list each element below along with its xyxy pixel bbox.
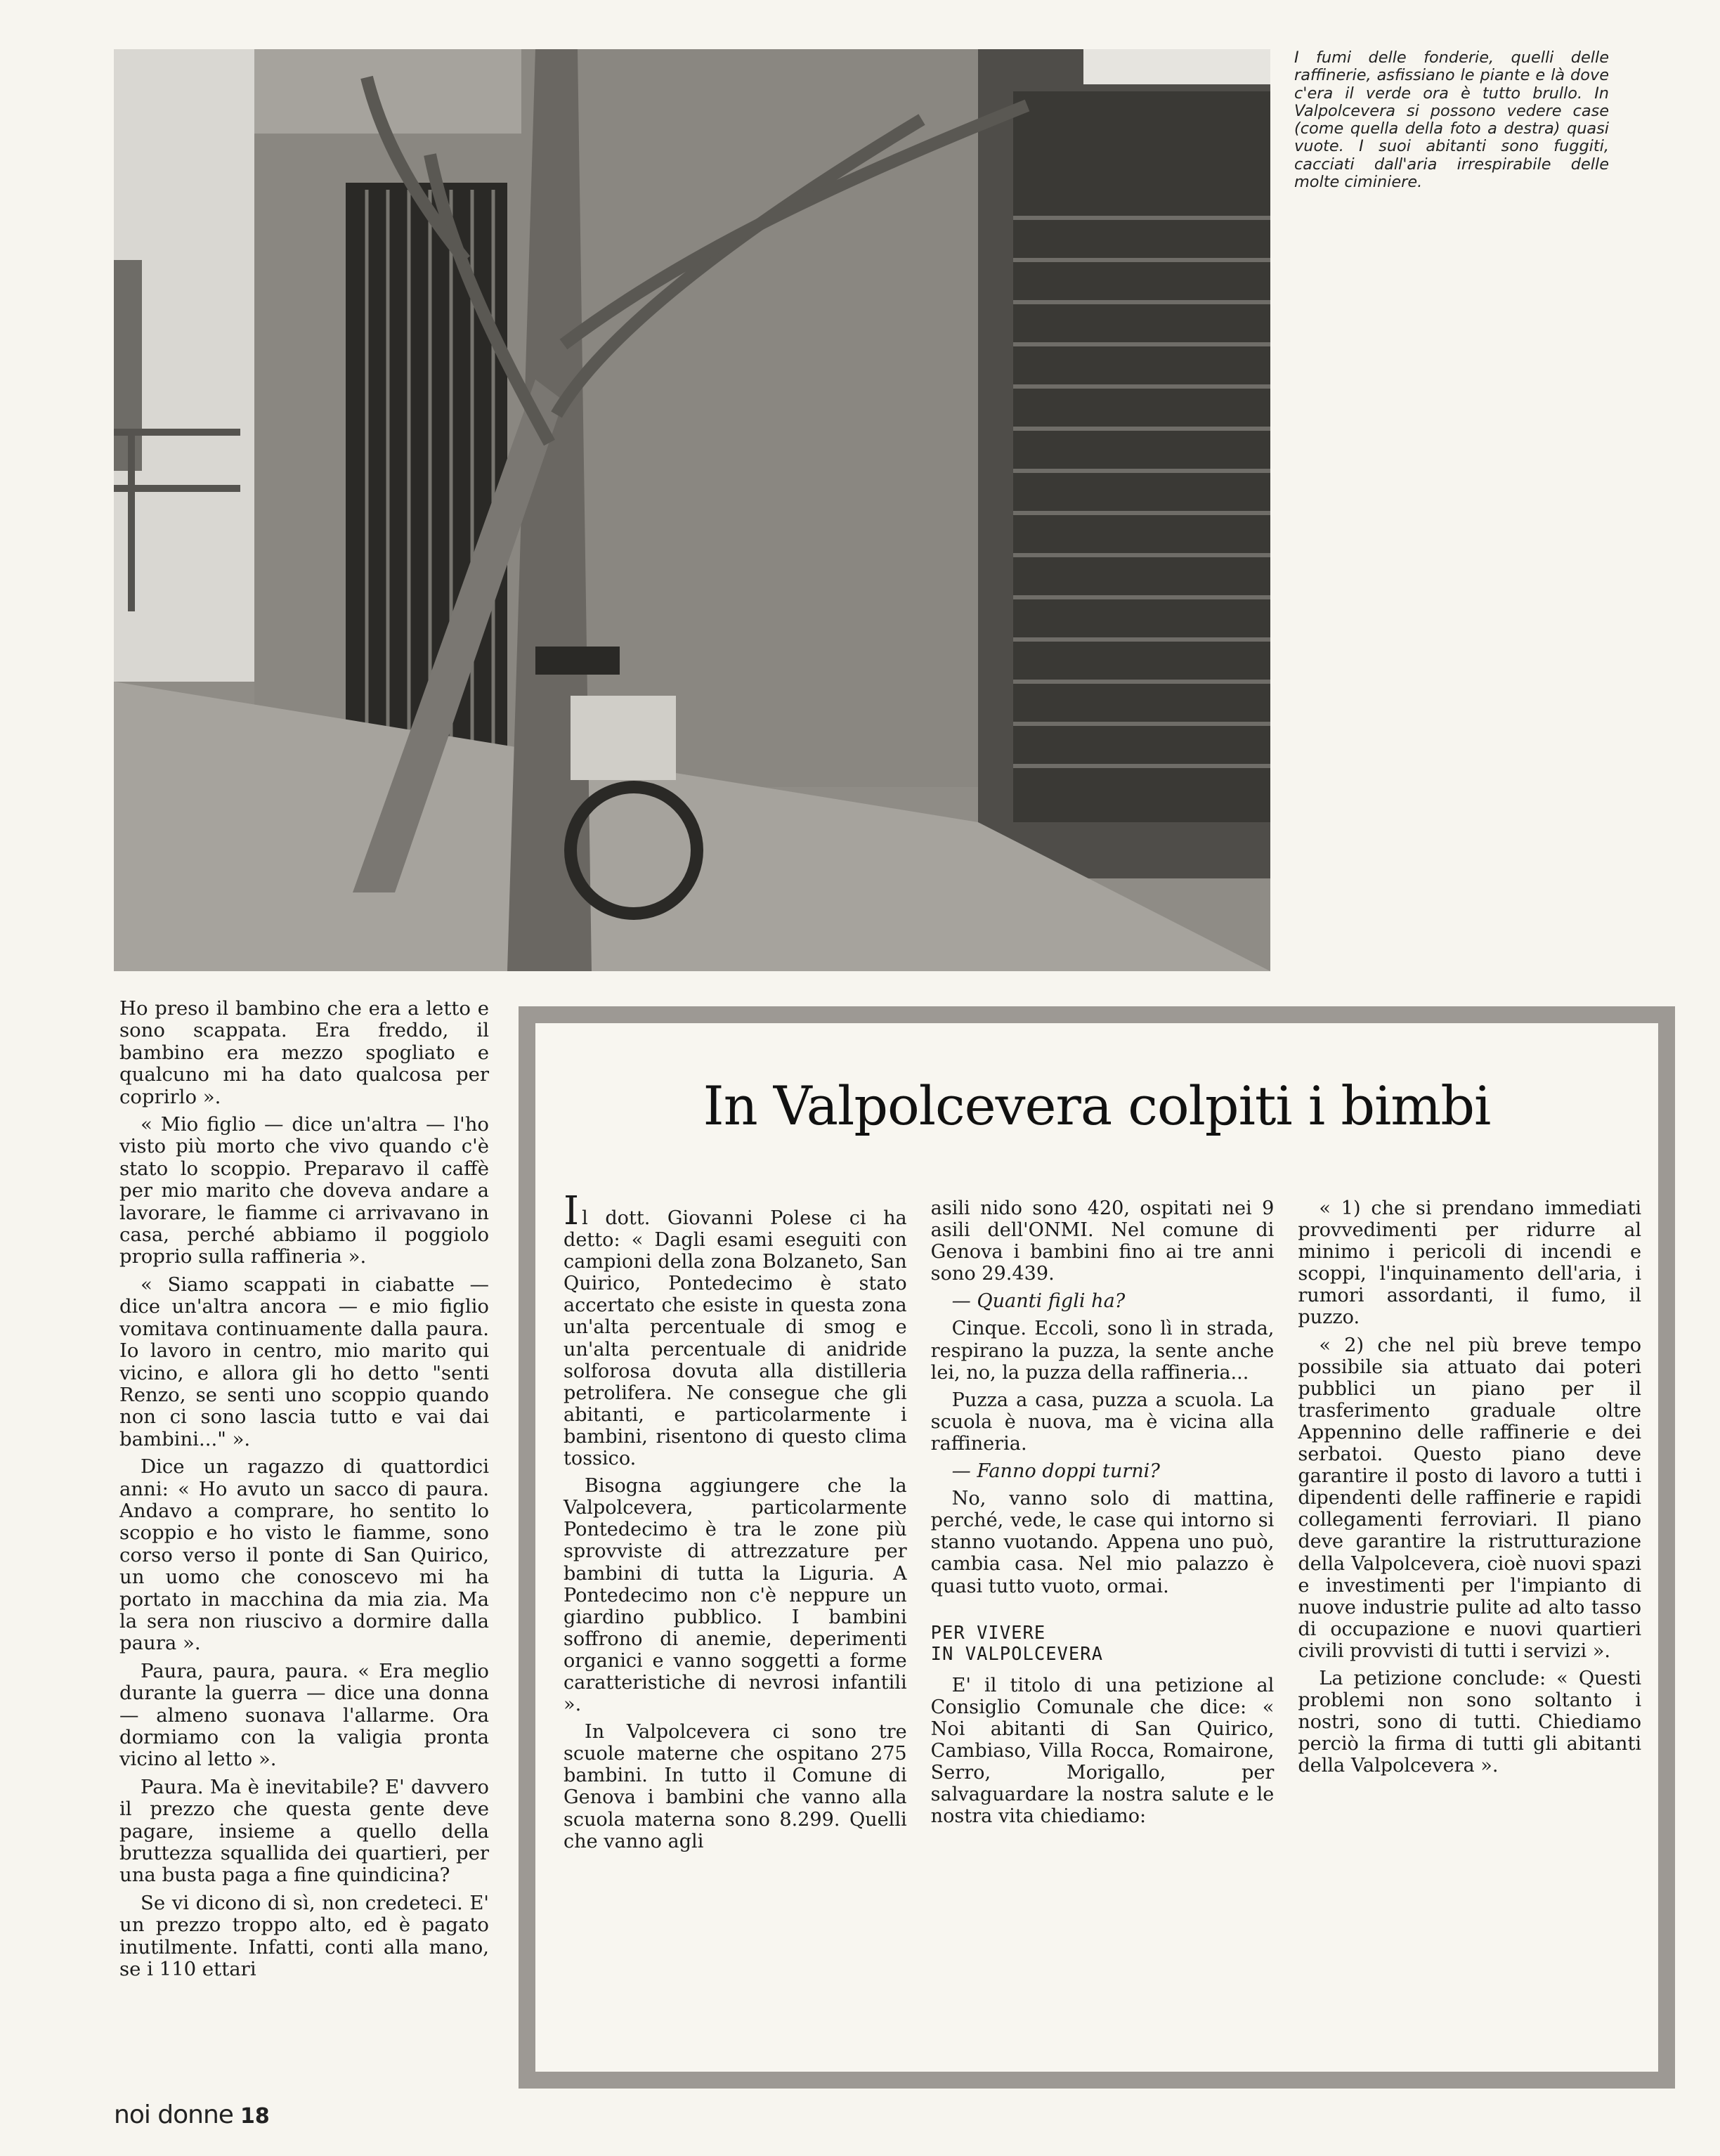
subhead-line: IN VALPOLCEVERA [930,1643,1103,1665]
page-number: 18 [240,2104,270,2129]
paragraph: Se vi dicono di sì, non credeteci. E' un prezzo troppo alto, ed è pagato inutilmente. Infatti, conti alla mano, se i 110 ettari [119,1891,489,1981]
paragraph: No, vanno solo di mattina, perché, vede, le case qui intorno si stanno vuotando. Appena uno può, cambia casa. Nel mio palazzo è quasi tutto vuoto, ormai. [930,1488,1275,1597]
interview-question: — Quanti figli ha? [951,1290,1126,1313]
paragraph: asili nido sono 420, ospitati nei 9 asili dell'ONMI. Nel comune di Genova i bambini fino ai tre anni sono 29.439. [930,1197,1275,1285]
page-footer [114,2101,270,2129]
paragraph: Dice un ragazzo di quattordici anni: « Ho avuto un sacco di paura. Andavo a comprare, ho sentito lo scoppio e ho visto le fiamme, sono corso verso il ponte di San Quirico, un uomo che conoscevo mi ha portato in macchina da mia zia. Ma la sera non riuscivo a dormire dalla paura ». [119,1455,489,1655]
magazine-name: noi donne [114,2100,233,2129]
paragraph: Bisogna aggiungere che la Valpolcevera, particolarmente Pontedecimo è tra le zone più sprovviste di attrezzature per bambini di tutta la Liguria. A Pontedecimo non c'è neppure un giardino pubblico. I bambini soffrono di anemie, deperimenti organici e vanno soggetti a forme caratteristiche di nevrosi infantili ». [563,1475,907,1716]
article-headline: In Valpolcevera colpiti i bimbi [703,1074,1491,1137]
paragraph: Puzza a casa, puzza a scuola. La scuola è nuova, ma è vicina alla raffineria. [930,1389,1275,1455]
interview-question: — Fanno doppi turni? [951,1460,1160,1483]
article-columns [563,1188,1642,2051]
paragraph: Ho preso il bambino che era a letto e sono scappata. Era freddo, il bambino era mezzo spogliato e qualcuno mi ha dato qualcosa per coprirlo ». [119,997,489,1108]
paragraph: Paura, paura, paura. « Era meglio durante la guerra — dice una donna — almeno suonava l'allarme. Ora dormiamo con la valigia pronta vicino al letto ». [119,1659,489,1771]
paragraph: Cinque. Eccoli, sono lì in strada, respirano la puzza, la sente anche lei, no, la puzza della raffineria... [930,1318,1275,1384]
paragraph: « 2) che nel più breve tempo possibile sia attuato dai poteri pubblici un piano per il trasferimento graduale oltre Appennino delle raffinerie e dei serbatoi. Questo piano deve garantire il posto di lavoro a tutti i dipendenti delle raffinerie e rapidi collegamenti ferroviari. Il piano deve garantire la ristrutturazione della Valpolcevera, cioè nuovi spazi e investimenti per l'impianto di nuove industrie pulite ad alto tasso di occupazione e nuovi quartieri civili provvisti di tutti i servizi ». [1298,1334,1642,1662]
article-box [519,1006,1675,2089]
street-photo-icon [114,49,1270,971]
paragraph: Paura. Ma è inevitabile? E' davvero il prezzo che questa gente deve pagare, insieme a quello della bruttezza squallida dei quartieri, per una busta paga a fine quindicina? [119,1775,489,1887]
article-column-1 [563,1188,907,2051]
article-column-2 [931,1197,1275,2051]
paragraph: « Mio figlio — dice un'altra — l'ho visto più morto che vivo quando c'è stato lo scoppio. Preparavo il caffè per mio marito che doveva andare a lavorare, le fiamme ci arrivavano in casa, perché abbiamo il poggiolo proprio sulla raffineria ». [119,1113,489,1268]
street-photo [114,49,1270,971]
article-column-3 [1298,1197,1641,2051]
section-subhead [931,1623,1275,1665]
paragraph: Il dott. Giovanni Polese ci ha detto: « Dagli esami eseguiti con campioni della zona Bolzaneto, San Quirico, Pontedecimo è stato accertato che esiste in questa zona un'alta percentuale di smog e un'alta percentuale di anidride solforosa dovuta alla distilleria petrolifera. Ne consegue che gli abitanti, e particolarmente i bambini, risentono di questo clima tossico. [563,1188,907,1470]
photo-caption: I fumi delle fonderie, quelli delle raffinerie, asfissiano le piante e là dove c'era il verde ora è tutto brullo. In Valpolcevera si possono vedere case (come quella della foto a destra) quasi vuote. I suoi abitanti sono fuggiti, cacciati dall'aria irrespirabile delle molte ciminiere. [1294,48,1609,192]
left-column [119,998,489,1986]
paragraph: E' il titolo di una petizione al Consiglio Comunale che dice: « Noi abitanti di San Quirico, Cambiaso, Villa Rocca, Romairone, Serro, Morigallo, per salvaguardare la nostra salute e le nostra vita chiediamo: [930,1674,1275,1828]
paragraph: La petizione conclude: « Questi problemi non sono soltanto i nostri, sono di tutti. Chiediamo perciò la firma di tutti gli abitanti della Valpolcevera ». [1298,1667,1642,1777]
subhead-line: PER VIVERE [930,1622,1046,1644]
paragraph: « Siamo scappati in ciabatte — dice un'altra ancora — e mio figlio vomitava continuamente dalla paura. Io lavoro in centro, mio marito qui vicino, e allora gli ho detto "senti Renzo, se senti uno scoppio quando non ci sono lascia tutto e vai dai bambini..." ». [119,1273,489,1450]
paragraph: In Valpolcevera ci sono tre scuole materne che ospitano 275 bambini. In tutto il Comune di Genova i bambini che vanno alla scuola materna sono 8.299. Quelli che vanno agli [563,1721,907,1852]
paragraph: « 1) che si prendano immediati provvedimenti per ridurre al minimo i pericoli di incendi e scoppi, l'inquinamento dell'aria, i rumori assordanti, il fumo, il puzzo. [1298,1197,1642,1329]
